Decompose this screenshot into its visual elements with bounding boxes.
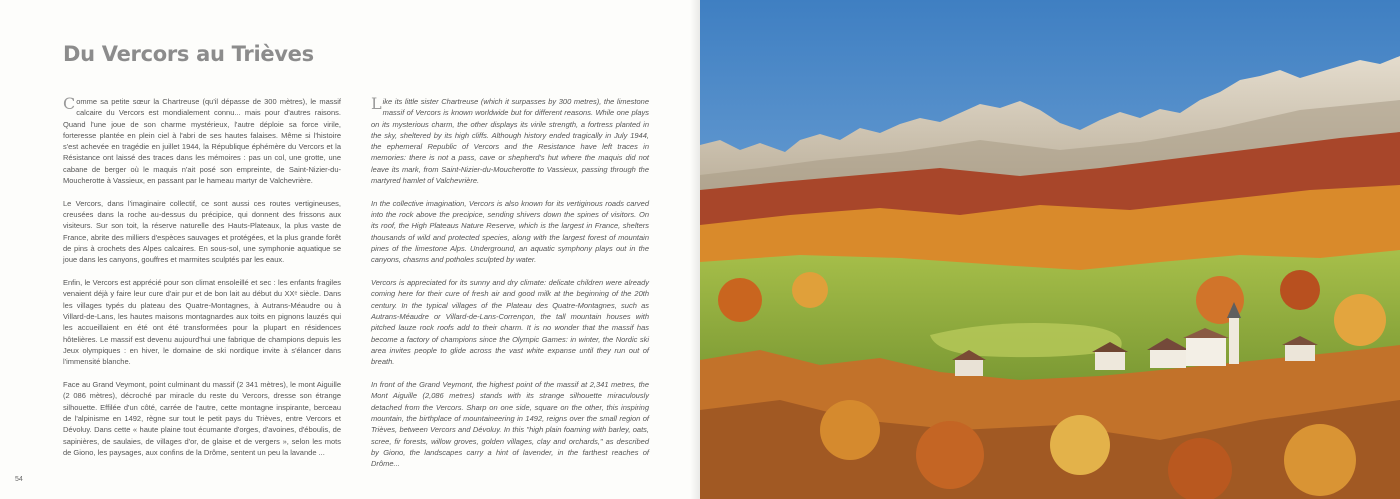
page-title: Du Vercors au Trièves — [63, 42, 314, 66]
book-gutter — [690, 0, 700, 499]
english-column — [371, 96, 649, 481]
french-paragraph-3: Enfin, le Vercors est apprécié pour son climat ensoleillé et sec : les enfants fragiles venaient déjà y faire leur cure d'air pur et de bon lait au début du XXᵉ siècle. Dans les villages typés du plateau des Quatre-Montagnes, à Autrans-Méaudre ou à Villard-de-Lans, les hautes maisons montagnardes aux toits en pignons lauzés qui les accueillaient en été ont été transformées pour la plupart en résidences hôtelières. Le massif est devenu aujourd'hui une fabrique de champions depuis les Jeux olympiques : en hiver, le domaine de ski nordique invite à s'élancer dans l'immensité blanche. — [63, 278, 341, 367]
english-paragraph-3: Vercors is appreciated for its sunny and dry climate: delicate children were already coming here for their cure of fresh air and good milk at the beginning of the 20th century. In the typical villages of the Plateau des Quatre-Montagnes, such as Autrans-Méaudre or Villard-de-Lans-Corrençon, the tall mountain houses with pitched lauze rock roofs add to their charm. It is no wonder that the massif has become a factory of champions since the Olympic Games: in winter, the Nordic ski area invites people to glide across the vast white expanse until they run out of breath. — [371, 278, 649, 367]
french-paragraph-1-text: omme sa petite sœur la Chartreuse (qu'il dépasse de 300 mètres), le massif calcaire du Vercors est mondialement connu... mais pour d'autres raisons. Quand l'une joue de son charme mystérieux, l'autre déploie sa force virile, forteresse plantée en plein ciel à l'abri de ses hautes falaises. Même si l'histoire s'est achevée en tragédie en juillet 1944, la République éphémère du Vercors et la Résistance ont laissé des traces dans les mémoires : pas un col, une grotte, une cabane de berger où le maquis n'ait posé son empreinte, de Saint-Nizier-du-Moucherotte à Vassieux, en passant par le hameau martyr de Valchevrière. — [63, 97, 341, 186]
french-paragraph-4: Face au Grand Veymont, point culminant du massif (2 341 mètres), le mont Aiguille (2 086 mètres), décroché par miracle du reste du Vercors, dresse son étrange silhouette. Effilée d'un côté, carrée de l'autre, cette montagne inspirante, berceau de l'alpinisme en 1492, règne sur tout le petit pays du Trièves, entre Vercors et Dévoluy. Dans cette « haute plaine tout écumante d'orges, d'avoines, d'éboulis, de sapinières, de saulaies, de villages d'or, de glaise et de vergers », selon les mots de Giono, les paysages, aux confins de la Drôme, sentent un peu la lavande ... — [63, 380, 341, 457]
english-drop-cap: L — [371, 94, 382, 113]
english-paragraph-2: In the collective imagination, Vercors is also known for its vertiginous roads carved into the rock above the precipice, sending shivers down the spines of visitors. On its roof, the High Plateaus Nature Reserve, which is the largest in France, shelters thousands of wild and protected species, along with the largest forest of mountain pines of the limestone Alps. Underground, an aquatic symphony plays out in the canyons, chasms and potholes sculpted by water. — [371, 198, 649, 265]
church-tower — [1229, 318, 1239, 364]
english-paragraph-1 — [371, 96, 649, 186]
french-drop-cap: C — [63, 94, 76, 113]
landscape-photo — [700, 0, 1400, 499]
english-paragraph-4: In front of the Grand Veymont, the highest point of the massif at 2,341 metres, the Mont Aiguille (2,086 metres) stands with its strange silhouette miraculously detached from the Vercors. Sharp on one side, square on the other, this inspiring mountain, the birthplace of mountaineering in 1492, reigns over the small region of Trièves, between Vercors and Dévoluy. In this "high plain foaming with barley, oats, scree, fir forests, willow groves, golden villages, clay and orchards," as described by Giono, the landscapes carry a hint of lavender, in the farthest reaches of Drôme... — [371, 380, 649, 469]
french-paragraph-2: Le Vercors, dans l'imaginaire collectif, ce sont aussi ces routes vertigineuses, creusées dans la roche au-dessus du précipice, qui donnent des frissons aux visiteurs. Sur son toit, la réserve naturelle des Hauts-Plateaux, la plus vaste de France, abrite des milliers d'espèces sauvages et protégées, et la plus grande forêt de pins à crochets des Alpes calcaires. En sous-sol, une symphonie aquatique se joue dans les canyons, gouffres et marmites sculptés par les eaux. — [63, 198, 341, 265]
page-number: 54 — [15, 476, 23, 483]
english-paragraph-1-text: ike its little sister Chartreuse (which it surpasses by 300 metres), the limestone massif of Vercors is known worldwide but for different reasons. While one plays on its mysterious charm, the other displays its virile strength, a fortress planted in the sky, sheltered by its high cliffs. Although history ended tragically in July 1944, the ephemeral Republic of Vercors and the Resistance have left traces in memories: there is not a pass, cave or shepherd's hut where the maquis did not leave its mark, from Saint-Nizier-du-Moucherotte to Vassieux, passing through the martyred hamlet of Valchevrière. — [371, 97, 649, 186]
french-column — [63, 96, 341, 470]
french-paragraph-1 — [63, 96, 341, 186]
landscape-illustration — [700, 0, 1400, 499]
